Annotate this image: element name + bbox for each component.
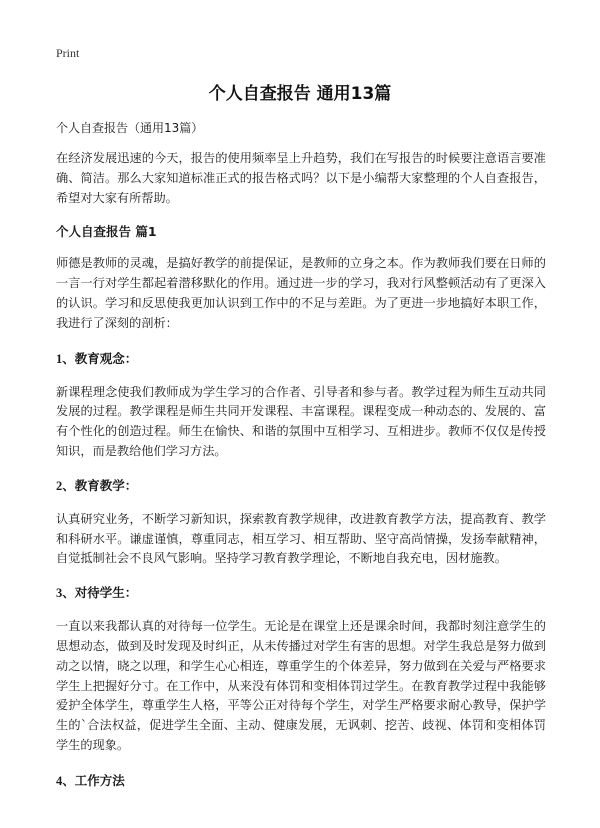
section-number: 1、 xyxy=(56,351,75,366)
section-paragraph: 认真研究业务，不断学习新知识，探索教育教学规律，改进教育教学方法，提高教育、教学和科研水平。谦虚谨慎，尊重同志，相互学习、相互帮助、坚守高尚情操，发扬奉献精神，自觉抵制社会不良风气影响。坚持学习教育教学理论，不断地自我充电，因材施教。 xyxy=(56,511,546,566)
section-heading xyxy=(56,477,546,495)
section-heading xyxy=(56,350,546,368)
intro-paragraph: 在经济发展迅速的今天，报告的使用频率呈上升趋势，我们在写报告的时候要注意语言要准确、简洁。那么大家知道标准正式的报告格式吗？以下是小编帮大家整理的个人自查报告，希望对大家有所帮助。 xyxy=(56,151,546,205)
print-label[interactable]: Print xyxy=(56,46,80,60)
section-heading xyxy=(56,584,546,602)
section-number: 4、 xyxy=(56,773,75,788)
section-label: 工作方法 xyxy=(74,772,125,788)
section-label: 教育观念： xyxy=(74,350,138,366)
page-title: 个人自查报告 通用13篇 xyxy=(208,84,392,104)
document-body xyxy=(56,119,546,790)
part-paragraph: 师德是教师的灵魂，是搞好教学的前提保证，是教师的立身之本。作为教师我们要在日师的一言一行对学生都起着潜移默化的作用。通过进一步的学习，我对行风整顿活动有了更深入的认识。学习和反思使我更加认识到工作中的不足与差距。为了更进一步地搞好本职工作，我进行了深刻的剖析： xyxy=(56,256,546,330)
section-paragraph: 一直以来我都认真的对待每一位学生。无论是在课堂上还是课余时间，我都时刻注意学生的思想动态，做到及时发现及时纠正，从未传播过对学生有害的思想。对学生我总是努力做到动之以情，晓之以理，和学生心心相连，尊重学生的个体差异，努力做到在关爱与严格要求学生上把握好分寸。在工作中，从来没有体罚和变相体罚过学生。在教育教学过程中我能够爱护全体学生，尊重学生人格，平等公正对待每个学生，对学生严格要求耐心教导，保护学生的`合法权益，促进学生全面、主动、健康发展，无讽刺、挖苦、歧视、体罚和变相体罚学生的现象。 xyxy=(56,619,546,752)
document-subtitle: 个人自查报告（通用13篇） xyxy=(56,121,204,135)
section-number: 2、 xyxy=(56,478,75,493)
part-heading: 个人自查报告 篇1 xyxy=(56,224,157,240)
section-label: 对待学生： xyxy=(74,585,138,601)
section-number: 3、 xyxy=(56,586,75,601)
section-label: 教育教学： xyxy=(74,477,138,493)
section-heading xyxy=(56,772,546,790)
section-paragraph: 新课程理念使我们教师成为学生学习的合作者、引导者和参与者。教学过程为师生互动共同发展的过程。教学课程是师生共同开发课程、丰富课程。课程变成一种动态的、发展的、富有个性化的创造过程。师生在愉快、和谐的氛围中互相学习、互相进步。教师不仅仅是传授知识，而是教给他们学习方法。 xyxy=(56,384,546,458)
